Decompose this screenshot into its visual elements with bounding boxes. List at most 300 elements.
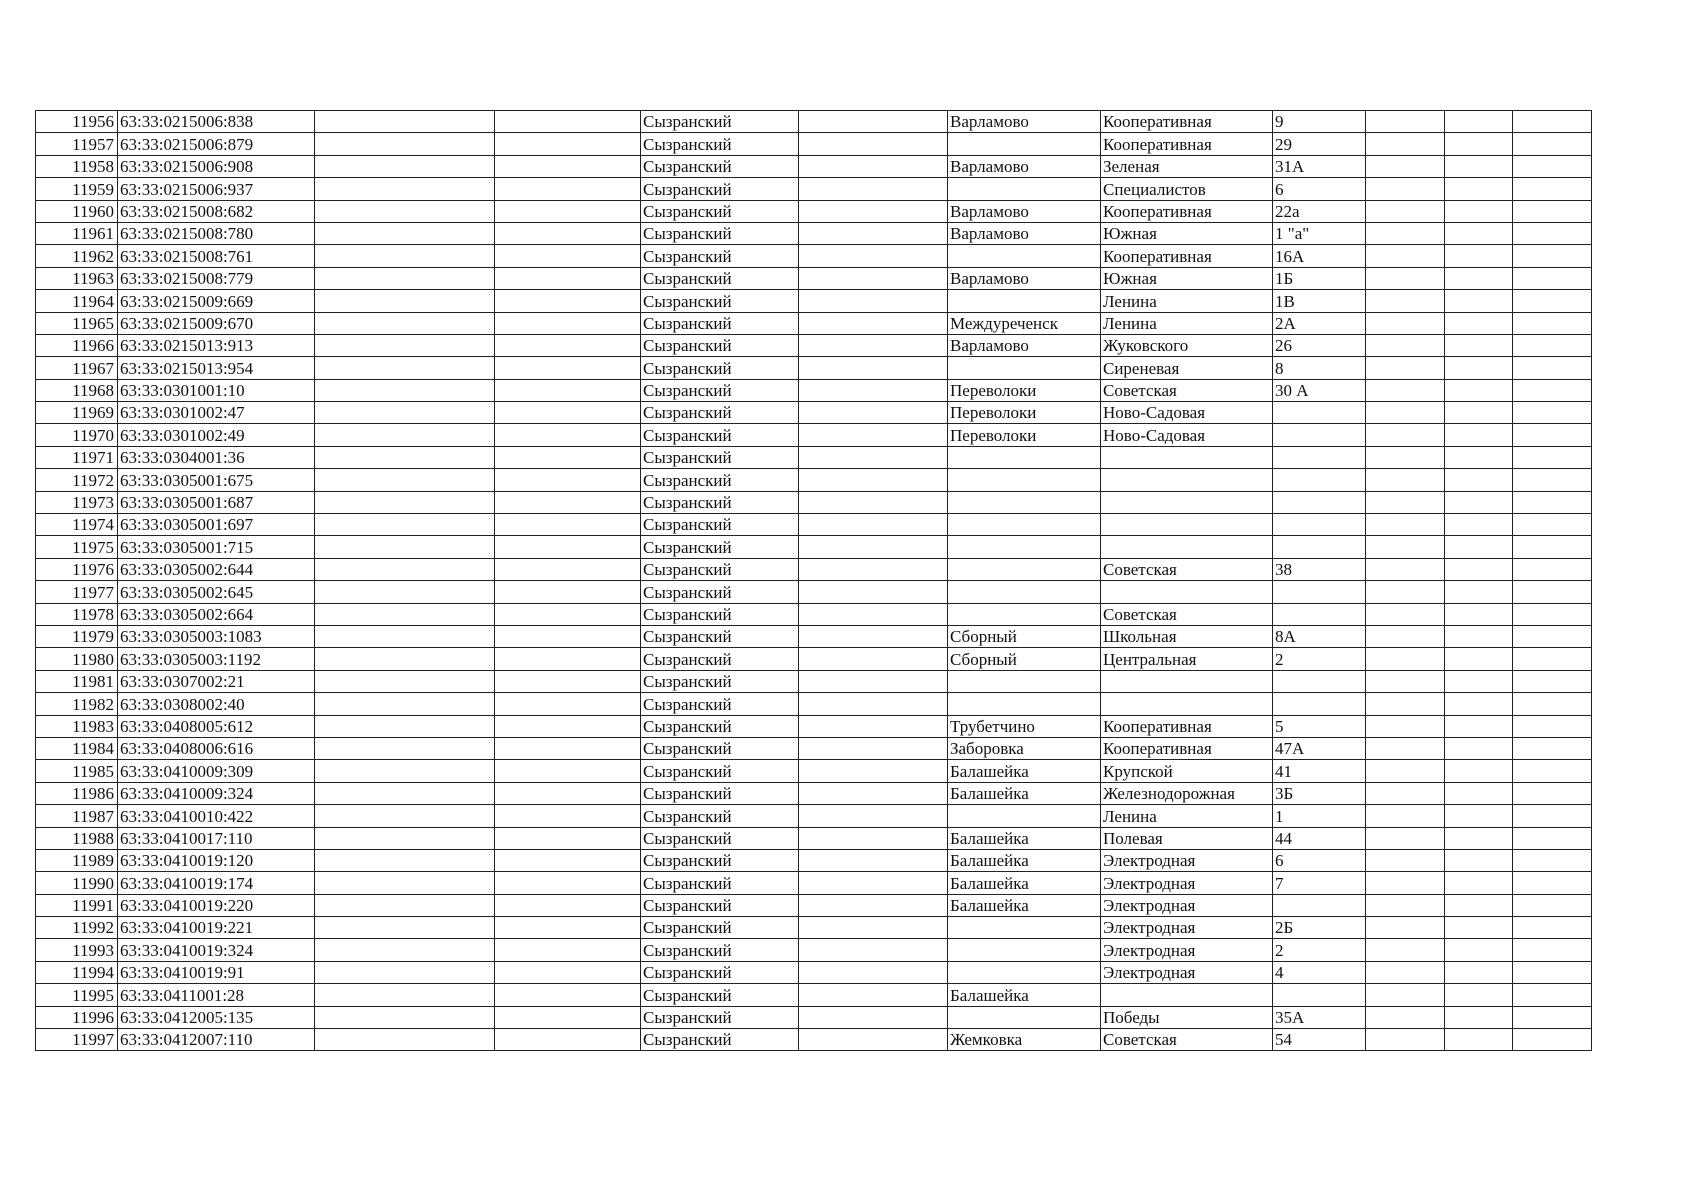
empty-cell [1513,334,1592,356]
house-number-cell [1273,894,1366,916]
empty-cell [1366,939,1445,961]
district-cell: Сызранский [641,805,799,827]
house-number-cell: 35А [1273,1006,1366,1028]
empty-cell [1445,805,1513,827]
empty-cell [315,536,495,558]
row-number-cell: 11984 [36,737,118,759]
empty-cell [1513,290,1592,312]
locality-cell [948,178,1101,200]
empty-cell [799,424,948,446]
district-cell: Сызранский [641,1029,799,1051]
locality-cell [948,670,1101,692]
empty-cell [1366,715,1445,737]
row-number-cell: 11989 [36,849,118,871]
district-cell: Сызранский [641,984,799,1006]
street-cell: Кооперативная [1101,133,1273,155]
house-number-cell [1273,603,1366,625]
locality-cell [948,961,1101,983]
empty-cell [799,805,948,827]
empty-cell [495,648,641,670]
empty-cell [1366,357,1445,379]
cadastral-number-cell: 63:33:0410019:120 [118,849,315,871]
empty-cell [315,581,495,603]
empty-cell [1513,357,1592,379]
locality-cell [948,290,1101,312]
empty-cell [1445,446,1513,468]
empty-cell [1366,222,1445,244]
cadastral-number-cell: 63:33:0215006:879 [118,133,315,155]
empty-cell [1513,491,1592,513]
house-number-cell: 6 [1273,849,1366,871]
empty-cell [1513,178,1592,200]
street-cell: Специалистов [1101,178,1273,200]
table-row [36,536,1592,558]
table-row [36,290,1592,312]
row-number-cell: 11979 [36,625,118,647]
table-row [36,581,1592,603]
district-cell: Сызранский [641,693,799,715]
cadastral-number-cell: 63:33:0408006:616 [118,737,315,759]
empty-cell [315,558,495,580]
empty-cell [495,446,641,468]
empty-cell [495,805,641,827]
empty-cell [1445,357,1513,379]
row-number-cell: 11981 [36,670,118,692]
table-row [36,603,1592,625]
cadastral-number-cell: 63:33:0410019:91 [118,961,315,983]
cadastral-number-cell: 63:33:0215008:761 [118,245,315,267]
empty-cell [1445,267,1513,289]
empty-cell [1445,312,1513,334]
empty-cell [495,625,641,647]
empty-cell [799,469,948,491]
district-cell: Сызранский [641,737,799,759]
table-row [36,222,1592,244]
empty-cell [495,827,641,849]
empty-cell [315,782,495,804]
street-cell: Ленина [1101,290,1273,312]
table-row [36,670,1592,692]
empty-cell [1366,648,1445,670]
table-row [36,961,1592,983]
row-number-cell: 11970 [36,424,118,446]
empty-cell [1513,849,1592,871]
empty-cell [315,334,495,356]
empty-cell [315,290,495,312]
locality-cell: Трубетчино [948,715,1101,737]
cadastral-number-cell: 63:33:0215006:838 [118,111,315,133]
row-number-cell: 11994 [36,961,118,983]
cadastral-number-cell: 63:33:0411001:28 [118,984,315,1006]
district-cell: Сызранский [641,312,799,334]
empty-cell [1513,693,1592,715]
empty-cell [1513,670,1592,692]
row-number-cell: 11977 [36,581,118,603]
street-cell: Южная [1101,222,1273,244]
house-number-cell: 3Б [1273,782,1366,804]
house-number-cell: 54 [1273,1029,1366,1051]
empty-cell [1445,894,1513,916]
house-number-cell: 38 [1273,558,1366,580]
house-number-cell: 9 [1273,111,1366,133]
street-cell: Кооперативная [1101,111,1273,133]
empty-cell [315,469,495,491]
empty-cell [1513,379,1592,401]
empty-cell [1445,782,1513,804]
locality-cell: Варламово [948,222,1101,244]
locality-cell [948,1006,1101,1028]
empty-cell [495,200,641,222]
empty-cell [495,939,641,961]
empty-cell [1366,961,1445,983]
empty-cell [315,872,495,894]
row-number-cell: 11968 [36,379,118,401]
row-number-cell: 11971 [36,446,118,468]
empty-cell [799,894,948,916]
locality-cell [948,491,1101,513]
empty-cell [1366,402,1445,424]
empty-cell [495,245,641,267]
empty-cell [1366,849,1445,871]
empty-cell [1513,805,1592,827]
empty-cell [315,737,495,759]
empty-cell [1445,1029,1513,1051]
house-number-cell: 4 [1273,961,1366,983]
street-cell [1101,581,1273,603]
table-row [36,760,1592,782]
empty-cell [1366,872,1445,894]
table-row [36,155,1592,177]
empty-cell [799,693,948,715]
house-number-cell: 6 [1273,178,1366,200]
locality-cell: Балашейка [948,894,1101,916]
empty-cell [799,648,948,670]
district-cell: Сызранский [641,290,799,312]
street-cell: Победы [1101,1006,1273,1028]
empty-cell [315,827,495,849]
empty-cell [1513,267,1592,289]
empty-cell [1513,446,1592,468]
table-body [36,111,1592,1051]
empty-cell [1513,222,1592,244]
empty-cell [1513,782,1592,804]
empty-cell [1366,1006,1445,1028]
house-number-cell: 44 [1273,827,1366,849]
empty-cell [799,200,948,222]
empty-cell [495,267,641,289]
empty-cell [799,939,948,961]
empty-cell [1513,200,1592,222]
row-number-cell: 11990 [36,872,118,894]
locality-cell: Сборный [948,625,1101,647]
street-cell [1101,536,1273,558]
table-row [36,894,1592,916]
empty-cell [495,334,641,356]
row-number-cell: 11957 [36,133,118,155]
empty-cell [1445,760,1513,782]
cadastral-number-cell: 63:33:0408005:612 [118,715,315,737]
empty-cell [315,491,495,513]
empty-cell [799,849,948,871]
district-cell: Сызранский [641,267,799,289]
empty-cell [1445,491,1513,513]
cadastral-number-cell: 63:33:0308002:40 [118,693,315,715]
empty-cell [315,514,495,536]
street-cell: Кооперативная [1101,245,1273,267]
row-number-cell: 11973 [36,491,118,513]
table-row [36,782,1592,804]
empty-cell [495,1029,641,1051]
house-number-cell [1273,984,1366,1006]
district-cell: Сызранский [641,200,799,222]
street-cell: Советская [1101,379,1273,401]
street-cell: Зеленая [1101,155,1273,177]
district-cell: Сызранский [641,111,799,133]
row-number-cell: 11993 [36,939,118,961]
street-cell: Электродная [1101,917,1273,939]
empty-cell [1445,290,1513,312]
locality-cell [948,581,1101,603]
empty-cell [495,760,641,782]
house-number-cell: 2 [1273,648,1366,670]
row-number-cell: 11956 [36,111,118,133]
cadastral-number-cell: 63:33:0410019:174 [118,872,315,894]
locality-cell [948,805,1101,827]
empty-cell [1513,1006,1592,1028]
street-cell [1101,514,1273,536]
empty-cell [1445,469,1513,491]
street-cell [1101,446,1273,468]
empty-cell [1366,290,1445,312]
district-cell: Сызранский [641,849,799,871]
empty-cell [1445,334,1513,356]
empty-cell [1445,648,1513,670]
cadastral-number-cell: 63:33:0215006:937 [118,178,315,200]
table-row [36,917,1592,939]
empty-cell [1513,1029,1592,1051]
house-number-cell: 30 А [1273,379,1366,401]
address-table [35,110,1592,1051]
empty-cell [799,536,948,558]
table-row [36,446,1592,468]
empty-cell [799,222,948,244]
row-number-cell: 11974 [36,514,118,536]
street-cell: Советская [1101,1029,1273,1051]
cadastral-number-cell: 63:33:0215009:669 [118,290,315,312]
empty-cell [1513,402,1592,424]
row-number-cell: 11992 [36,917,118,939]
locality-cell: Варламово [948,334,1101,356]
street-cell: Сиреневая [1101,357,1273,379]
locality-cell [948,558,1101,580]
locality-cell: Балашейка [948,849,1101,871]
locality-cell [948,693,1101,715]
table-row [36,558,1592,580]
empty-cell [495,670,641,692]
table-row [36,872,1592,894]
empty-cell [1366,760,1445,782]
empty-cell [315,961,495,983]
locality-cell [948,939,1101,961]
street-cell [1101,984,1273,1006]
district-cell: Сызранский [641,402,799,424]
row-number-cell: 11996 [36,1006,118,1028]
empty-cell [315,648,495,670]
table-row [36,111,1592,133]
empty-cell [799,514,948,536]
district-cell: Сызранский [641,625,799,647]
empty-cell [315,200,495,222]
street-cell: Кооперативная [1101,737,1273,759]
empty-cell [315,715,495,737]
empty-cell [495,155,641,177]
table-row [36,245,1592,267]
row-number-cell: 11969 [36,402,118,424]
district-cell: Сызранский [641,648,799,670]
empty-cell [1366,178,1445,200]
empty-cell [495,312,641,334]
empty-cell [1366,558,1445,580]
district-cell: Сызранский [641,581,799,603]
empty-cell [1513,625,1592,647]
row-number-cell: 11966 [36,334,118,356]
district-cell: Сызранский [641,670,799,692]
district-cell: Сызранский [641,155,799,177]
empty-cell [1366,267,1445,289]
empty-cell [1366,245,1445,267]
district-cell: Сызранский [641,894,799,916]
cadastral-number-cell: 63:33:0305001:697 [118,514,315,536]
table-row [36,334,1592,356]
empty-cell [1513,984,1592,1006]
locality-cell [948,603,1101,625]
empty-cell [799,334,948,356]
empty-cell [1366,334,1445,356]
locality-cell: Переволоки [948,424,1101,446]
empty-cell [1445,424,1513,446]
empty-cell [1513,133,1592,155]
house-number-cell: 1Б [1273,267,1366,289]
empty-cell [1513,894,1592,916]
locality-cell [948,133,1101,155]
empty-cell [1513,760,1592,782]
empty-cell [1366,424,1445,446]
table-row [36,469,1592,491]
empty-cell [799,357,948,379]
empty-cell [495,961,641,983]
locality-cell [948,514,1101,536]
empty-cell [315,357,495,379]
row-number-cell: 11978 [36,603,118,625]
empty-cell [799,1006,948,1028]
table-row [36,133,1592,155]
empty-cell [1366,133,1445,155]
table-row [36,625,1592,647]
locality-cell: Варламово [948,155,1101,177]
row-number-cell: 11961 [36,222,118,244]
house-number-cell [1273,581,1366,603]
cadastral-number-cell: 63:33:0305002:645 [118,581,315,603]
empty-cell [799,782,948,804]
locality-cell: Варламово [948,200,1101,222]
street-cell [1101,469,1273,491]
empty-cell [495,379,641,401]
empty-cell [799,625,948,647]
house-number-cell: 7 [1273,872,1366,894]
empty-cell [799,715,948,737]
house-number-cell [1273,446,1366,468]
empty-cell [1513,245,1592,267]
table-row [36,200,1592,222]
table-row [36,984,1592,1006]
empty-cell [315,155,495,177]
empty-cell [799,491,948,513]
empty-cell [495,111,641,133]
table-row [36,402,1592,424]
cadastral-number-cell: 63:33:0305003:1192 [118,648,315,670]
empty-cell [1445,827,1513,849]
house-number-cell [1273,469,1366,491]
empty-cell [1445,603,1513,625]
district-cell: Сызранский [641,178,799,200]
empty-cell [799,917,948,939]
locality-cell [948,446,1101,468]
locality-cell: Переволоки [948,379,1101,401]
house-number-cell [1273,693,1366,715]
locality-cell: Жемковка [948,1029,1101,1051]
empty-cell [495,581,641,603]
street-cell: Кооперативная [1101,715,1273,737]
empty-cell [1366,200,1445,222]
empty-cell [1513,961,1592,983]
empty-cell [1366,514,1445,536]
house-number-cell [1273,536,1366,558]
cadastral-number-cell: 63:33:0301002:47 [118,402,315,424]
empty-cell [315,222,495,244]
locality-cell: Балашейка [948,984,1101,1006]
empty-cell [799,402,948,424]
empty-cell [1513,872,1592,894]
empty-cell [1445,625,1513,647]
house-number-cell: 16А [1273,245,1366,267]
empty-cell [1445,133,1513,155]
row-number-cell: 11986 [36,782,118,804]
empty-cell [1366,446,1445,468]
street-cell: Крупской [1101,760,1273,782]
cadastral-number-cell: 63:33:0410019:220 [118,894,315,916]
table-row [36,267,1592,289]
empty-cell [799,1029,948,1051]
cadastral-number-cell: 63:33:0215013:913 [118,334,315,356]
cadastral-number-cell: 63:33:0412007:110 [118,1029,315,1051]
empty-cell [1513,737,1592,759]
house-number-cell: 1В [1273,290,1366,312]
empty-cell [1513,715,1592,737]
house-number-cell: 8 [1273,357,1366,379]
table-row [36,491,1592,513]
empty-cell [1513,469,1592,491]
district-cell: Сызранский [641,872,799,894]
district-cell: Сызранский [641,357,799,379]
row-number-cell: 11962 [36,245,118,267]
empty-cell [495,894,641,916]
district-cell: Сызранский [641,782,799,804]
row-number-cell: 11985 [36,760,118,782]
empty-cell [1445,155,1513,177]
empty-cell [315,111,495,133]
cadastral-number-cell: 63:33:0410017:110 [118,827,315,849]
empty-cell [1513,536,1592,558]
